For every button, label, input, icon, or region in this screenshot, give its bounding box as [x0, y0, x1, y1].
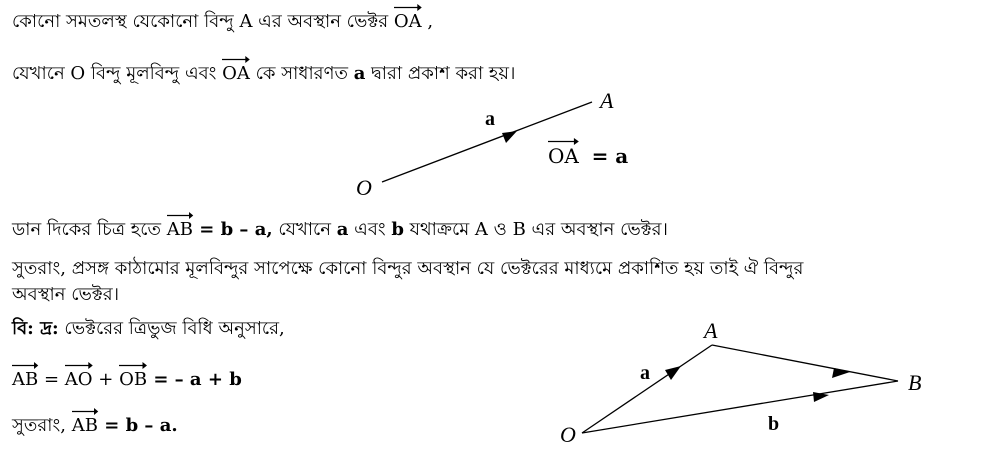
vector-ab: AB — [167, 212, 193, 242]
note-label: বি: দ্র: — [12, 318, 59, 339]
vector-ab: AB — [72, 408, 98, 438]
line5-text: অবস্থান ভেক্টর। — [12, 284, 120, 305]
vector-oa: OA — [222, 56, 250, 86]
line6-text: ভেক্টরের ত্রিভুজ বিধি অনুসারে, — [58, 318, 285, 339]
fig2-label-b: b — [768, 413, 780, 435]
plus-sign: + — [92, 369, 120, 390]
line2-pre: যেখানে O বিন্দু মূলবিন্দু এবং — [12, 63, 223, 84]
fig2-label-a: a — [640, 362, 650, 384]
line3-mid1: যেখানে — [272, 219, 337, 240]
vector-line-ab — [712, 345, 898, 381]
line2-mid: কে সাধারণত — [249, 63, 354, 84]
fig1-label-a: a — [485, 108, 495, 130]
line3-mid2: এবং — [348, 219, 392, 240]
vector-oa: OA — [394, 4, 422, 34]
fig1-eq-rest: = a — [591, 144, 629, 168]
arrow-head-icon — [813, 392, 829, 402]
equals-sign: = — [38, 369, 65, 390]
line2-post: দ্বারা প্রকাশ করা হয়। — [365, 63, 516, 84]
line4-text: সুতরাং, প্রসঙ্গ কাঠামোর মূলবিন্দুর সাপেক্ষে কোনো বিন্দুর অবস্থান যে ভেক্টরের মাধ্যমে প্রকাশিত হয় তাই ঐ বিন্দুর — [12, 258, 804, 279]
fig1-label-O: O — [356, 175, 372, 200]
line7-result: = – a + b — [147, 369, 242, 390]
line1-tail: , — [421, 11, 434, 32]
vector-ab: AB — [12, 362, 38, 392]
vector-ao: AO — [65, 362, 93, 392]
vector-line-ob — [582, 381, 898, 433]
line1-text: কোনো সমতলস্থ যেকোনো বিন্দু A এর অবস্থান ভেক্টর — [12, 11, 394, 32]
vector-line-oa — [582, 345, 712, 433]
line8-eq: = b – a. — [97, 415, 178, 436]
fig2-label-B: B — [908, 370, 922, 395]
line3-eq: = b – a, — [192, 219, 273, 240]
line3-pre: ডান দিকের চিত্র হতে — [12, 219, 167, 240]
fig1-label-A: A — [600, 88, 614, 113]
vector-oa: OA — [548, 138, 579, 168]
fig2-label-A: A — [704, 318, 718, 343]
symbol-b: b — [391, 219, 404, 240]
line8-pre: সুতরাং, — [12, 415, 72, 436]
arrow-head-icon — [665, 366, 681, 380]
vector-ob: OB — [119, 362, 147, 392]
line3-post: যথাক্রমে A ও B এর অবস্থান ভেক্টর। — [403, 219, 668, 240]
symbol-a: a — [336, 219, 349, 240]
symbol-a: a — [353, 63, 366, 84]
fig2-label-O: O — [560, 422, 576, 447]
